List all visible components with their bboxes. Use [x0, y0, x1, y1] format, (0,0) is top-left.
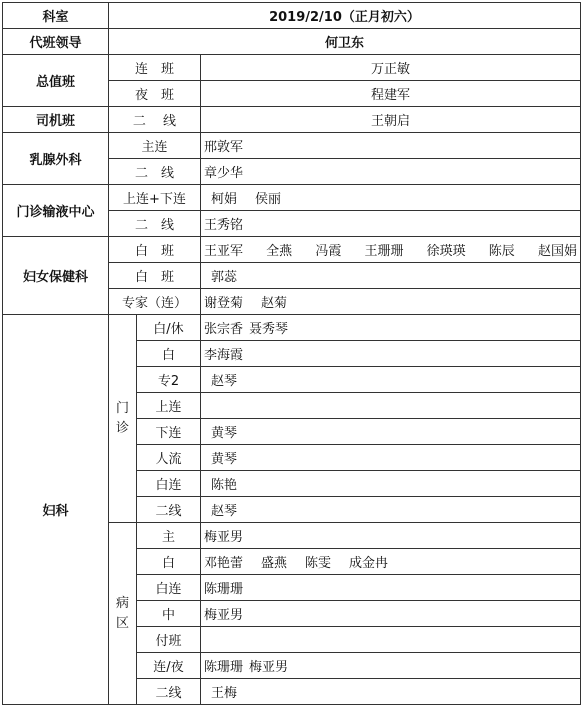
- person-name: 侯丽: [255, 192, 282, 207]
- person-name: 成金冉: [349, 556, 389, 571]
- person-name: 梅亚男: [249, 660, 289, 675]
- section-char: 病: [115, 595, 129, 611]
- name-cell: 黄琴: [201, 419, 581, 445]
- role-cell: 二 线: [109, 211, 201, 237]
- dept-menzhen-shuye: 门诊输液中心: [3, 185, 109, 237]
- table-row: [3, 315, 581, 341]
- name-cell: 邢敦军: [201, 133, 581, 159]
- person-name: 聂秀琴: [249, 322, 289, 337]
- name-cell: 陈珊珊: [201, 575, 581, 601]
- name-cell: [201, 185, 581, 211]
- name-cell: 王朝启: [201, 107, 581, 133]
- dept-label: 科室: [3, 3, 109, 29]
- role-cell: 二 线: [109, 107, 201, 133]
- name-cell: 梅亚男: [201, 523, 581, 549]
- dept-ruxian: 乳腺外科: [3, 133, 109, 185]
- section-char: 诊: [115, 420, 129, 436]
- name-cell: [201, 653, 581, 679]
- person-name: 王亚军: [204, 244, 244, 259]
- role-cell: 下连: [137, 419, 201, 445]
- name-cell: 梅亚男: [201, 601, 581, 627]
- section-char: 区: [115, 615, 129, 631]
- duty-table: [2, 2, 581, 705]
- date-cell: 2019/2/10（正月初六）: [109, 3, 581, 29]
- role-cell: 二线: [137, 497, 201, 523]
- role-cell: 白: [137, 341, 201, 367]
- person-name: 盛燕: [261, 556, 288, 571]
- person-name: 柯娟: [211, 192, 238, 207]
- name-cell: [201, 393, 581, 419]
- role-cell: 白 班: [109, 263, 201, 289]
- name-cell: 章少华: [201, 159, 581, 185]
- dept-fuke: 妇科: [3, 315, 109, 705]
- role-cell: 连/夜: [137, 653, 201, 679]
- role-cell: 专2: [137, 367, 201, 393]
- role-cell: 夜 班: [109, 81, 201, 107]
- name-cell: 万正敏: [201, 55, 581, 81]
- role-cell: 中: [137, 601, 201, 627]
- role-cell: 人流: [137, 445, 201, 471]
- role-cell: 上连: [137, 393, 201, 419]
- person-name: 冯霞: [315, 244, 342, 259]
- table-row: [3, 185, 581, 211]
- name-cell: 王梅: [201, 679, 581, 705]
- role-cell: 专家（连）: [109, 289, 201, 315]
- name-cell: 李海霞: [201, 341, 581, 367]
- role-cell: 白连: [137, 575, 201, 601]
- name-cell: [201, 627, 581, 653]
- name-cell: 陈艳: [201, 471, 581, 497]
- header-row: [3, 3, 581, 29]
- name-cell: 程建军: [201, 81, 581, 107]
- table-row: [3, 107, 581, 133]
- role-cell: 主连: [109, 133, 201, 159]
- role-cell: 二线: [137, 679, 201, 705]
- person-name: 徐瑛瑛: [426, 244, 466, 259]
- name-cell: 王秀铭: [201, 211, 581, 237]
- role-cell: 白 班: [109, 237, 201, 263]
- dept-fubao: 妇女保健科: [3, 237, 109, 315]
- leader-label: 代班领导: [3, 29, 109, 55]
- leader-name: 何卫东: [109, 29, 581, 55]
- role-cell: 连 班: [109, 55, 201, 81]
- name-cell: 黄琴: [201, 445, 581, 471]
- name-cell: [201, 237, 581, 263]
- section-menzhen: [109, 315, 137, 523]
- person-name: 全燕: [266, 244, 293, 259]
- person-name: 陈雯: [305, 556, 332, 571]
- role-cell: 主: [137, 523, 201, 549]
- person-name: 陈珊珊: [204, 660, 244, 675]
- table-row: [3, 133, 581, 159]
- dept-sijiban: 司机班: [3, 107, 109, 133]
- role-cell: 白: [137, 549, 201, 575]
- person-name: 张宗香: [204, 322, 244, 337]
- person-name: 王珊珊: [364, 244, 404, 259]
- name-cell: [201, 289, 581, 315]
- name-cell: [201, 315, 581, 341]
- role-cell: 白/休: [137, 315, 201, 341]
- person-name: 邓艳蕾: [204, 556, 244, 571]
- name-cell: 赵琴: [201, 497, 581, 523]
- duty-roster: [2, 2, 581, 705]
- role-cell: 付班: [137, 627, 201, 653]
- person-name: 赵菊: [261, 296, 288, 311]
- table-row: [3, 237, 581, 263]
- section-char: 门: [115, 400, 129, 416]
- name-cell: 郭蕊: [201, 263, 581, 289]
- section-bingqu: [109, 523, 137, 705]
- person-name: 赵国娟: [537, 244, 577, 259]
- person-name: 陈辰: [488, 244, 515, 259]
- name-cell: [201, 549, 581, 575]
- leader-row: [3, 29, 581, 55]
- name-cell: 赵琴: [201, 367, 581, 393]
- role-cell: 二 线: [109, 159, 201, 185]
- dept-zongzhiban: 总值班: [3, 55, 109, 107]
- table-row: [3, 55, 581, 81]
- role-cell: 上连+下连: [109, 185, 201, 211]
- role-cell: 白连: [137, 471, 201, 497]
- person-name: 谢登菊: [204, 296, 244, 311]
